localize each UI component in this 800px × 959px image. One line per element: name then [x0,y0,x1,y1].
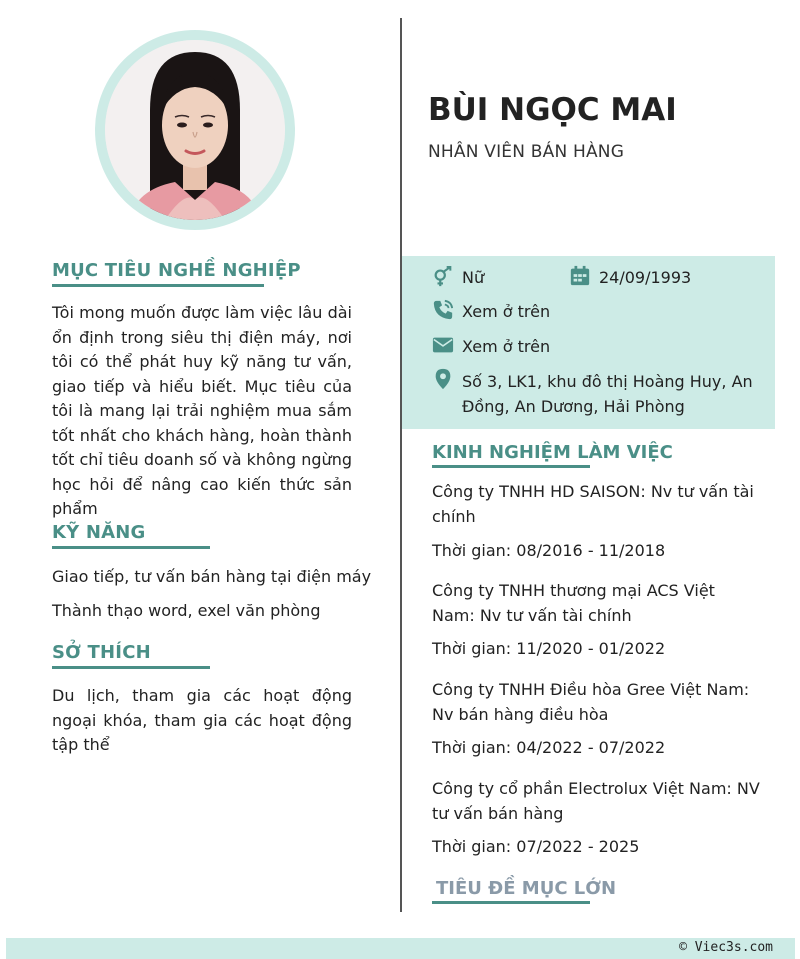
birthday-value: 24/09/1993 [599,268,692,287]
avatar-frame [95,30,295,230]
experience-company: Công ty cổ phần Electrolux Việt Nam: NV tư vấn bán hàng [432,779,760,823]
gender-value: Nữ [462,268,485,287]
experience-time: Thời gian: 07/2022 - 2025 [432,837,640,856]
address-line-1: Số 3, LK1, khu đô thị Hoàng Huy, An [462,372,753,391]
gender-icon [432,266,454,288]
experience-underline [432,465,590,468]
address-line-2: Đồng, An Dương, Hải Phòng [462,397,685,416]
email-value: Xem ở trên [462,337,551,356]
hobbies-title: SỞ THÍCH [52,642,151,663]
skill-item: Giao tiếp, tư vấn bán hàng tại điện máy [52,567,372,586]
experience-time: Thời gian: 08/2016 - 11/2018 [432,541,666,560]
experience-company: Công ty TNHH HD SAISON: Nv tư vấn tài chính [432,482,754,526]
experience-company: Công ty TNHH thương mại ACS Việt Nam: Nv tư vấn tài chính [432,581,715,625]
phone-icon [432,299,454,321]
objective-title: MỤC TIÊU NGHỀ NGHIỆP [52,260,301,281]
objective-text: Tôi mong muốn được làm việc lâu dài ổn định trong siêu thị điện máy, nơi tôi có thể phát huy kỹ năng tư vấn, giao tiếp và hiểu biết. Mục tiêu của tôi là mang lại trải nghiệm mua sắm tốt nhất cho khách hàng, hoàn thành tốt chỉ tiêu doanh số và không ngừng học hỏi để nâng cao kiến thức sản phẩm [52,303,352,518]
calendar-icon [569,265,591,287]
location-pin-icon [432,368,454,390]
contact-panel [402,256,775,429]
skill-item: Thành thạo word, exel văn phòng [52,601,321,620]
skills-title: KỸ NĂNG [52,522,146,543]
experience-title: KINH NGHIỆM LÀM VIỆC [432,442,673,463]
hobbies-underline [52,666,210,669]
experience-company: Công ty TNHH Điều hòa Gree Việt Nam: Nv bán hàng điều hòa [432,680,750,724]
objective-underline [52,284,264,287]
experience-time: Thời gian: 04/2022 - 07/2022 [432,738,666,757]
hobbies-text: Du lịch, tham gia các hoạt động ngoại khóa, tham gia các hoạt động tập thể [52,686,352,754]
phone-value: Xem ở trên [462,302,551,321]
mail-icon [432,334,454,356]
experience-time: Thời gian: 11/2020 - 01/2022 [432,639,666,658]
job-title: NHÂN VIÊN BÁN HÀNG [428,142,625,162]
placeholder-section-title[interactable]: TIÊU ĐỀ MỤC LỚN [436,878,617,899]
column-divider [400,18,402,912]
placeholder-underline [432,901,590,904]
portrait-photo [105,40,285,220]
candidate-name: BÙI NGỌC MAI [428,92,677,128]
skills-underline [52,546,210,549]
footer-bar [6,938,795,959]
avatar [105,40,285,220]
footer-credit: © Viec3s.com [679,940,773,955]
